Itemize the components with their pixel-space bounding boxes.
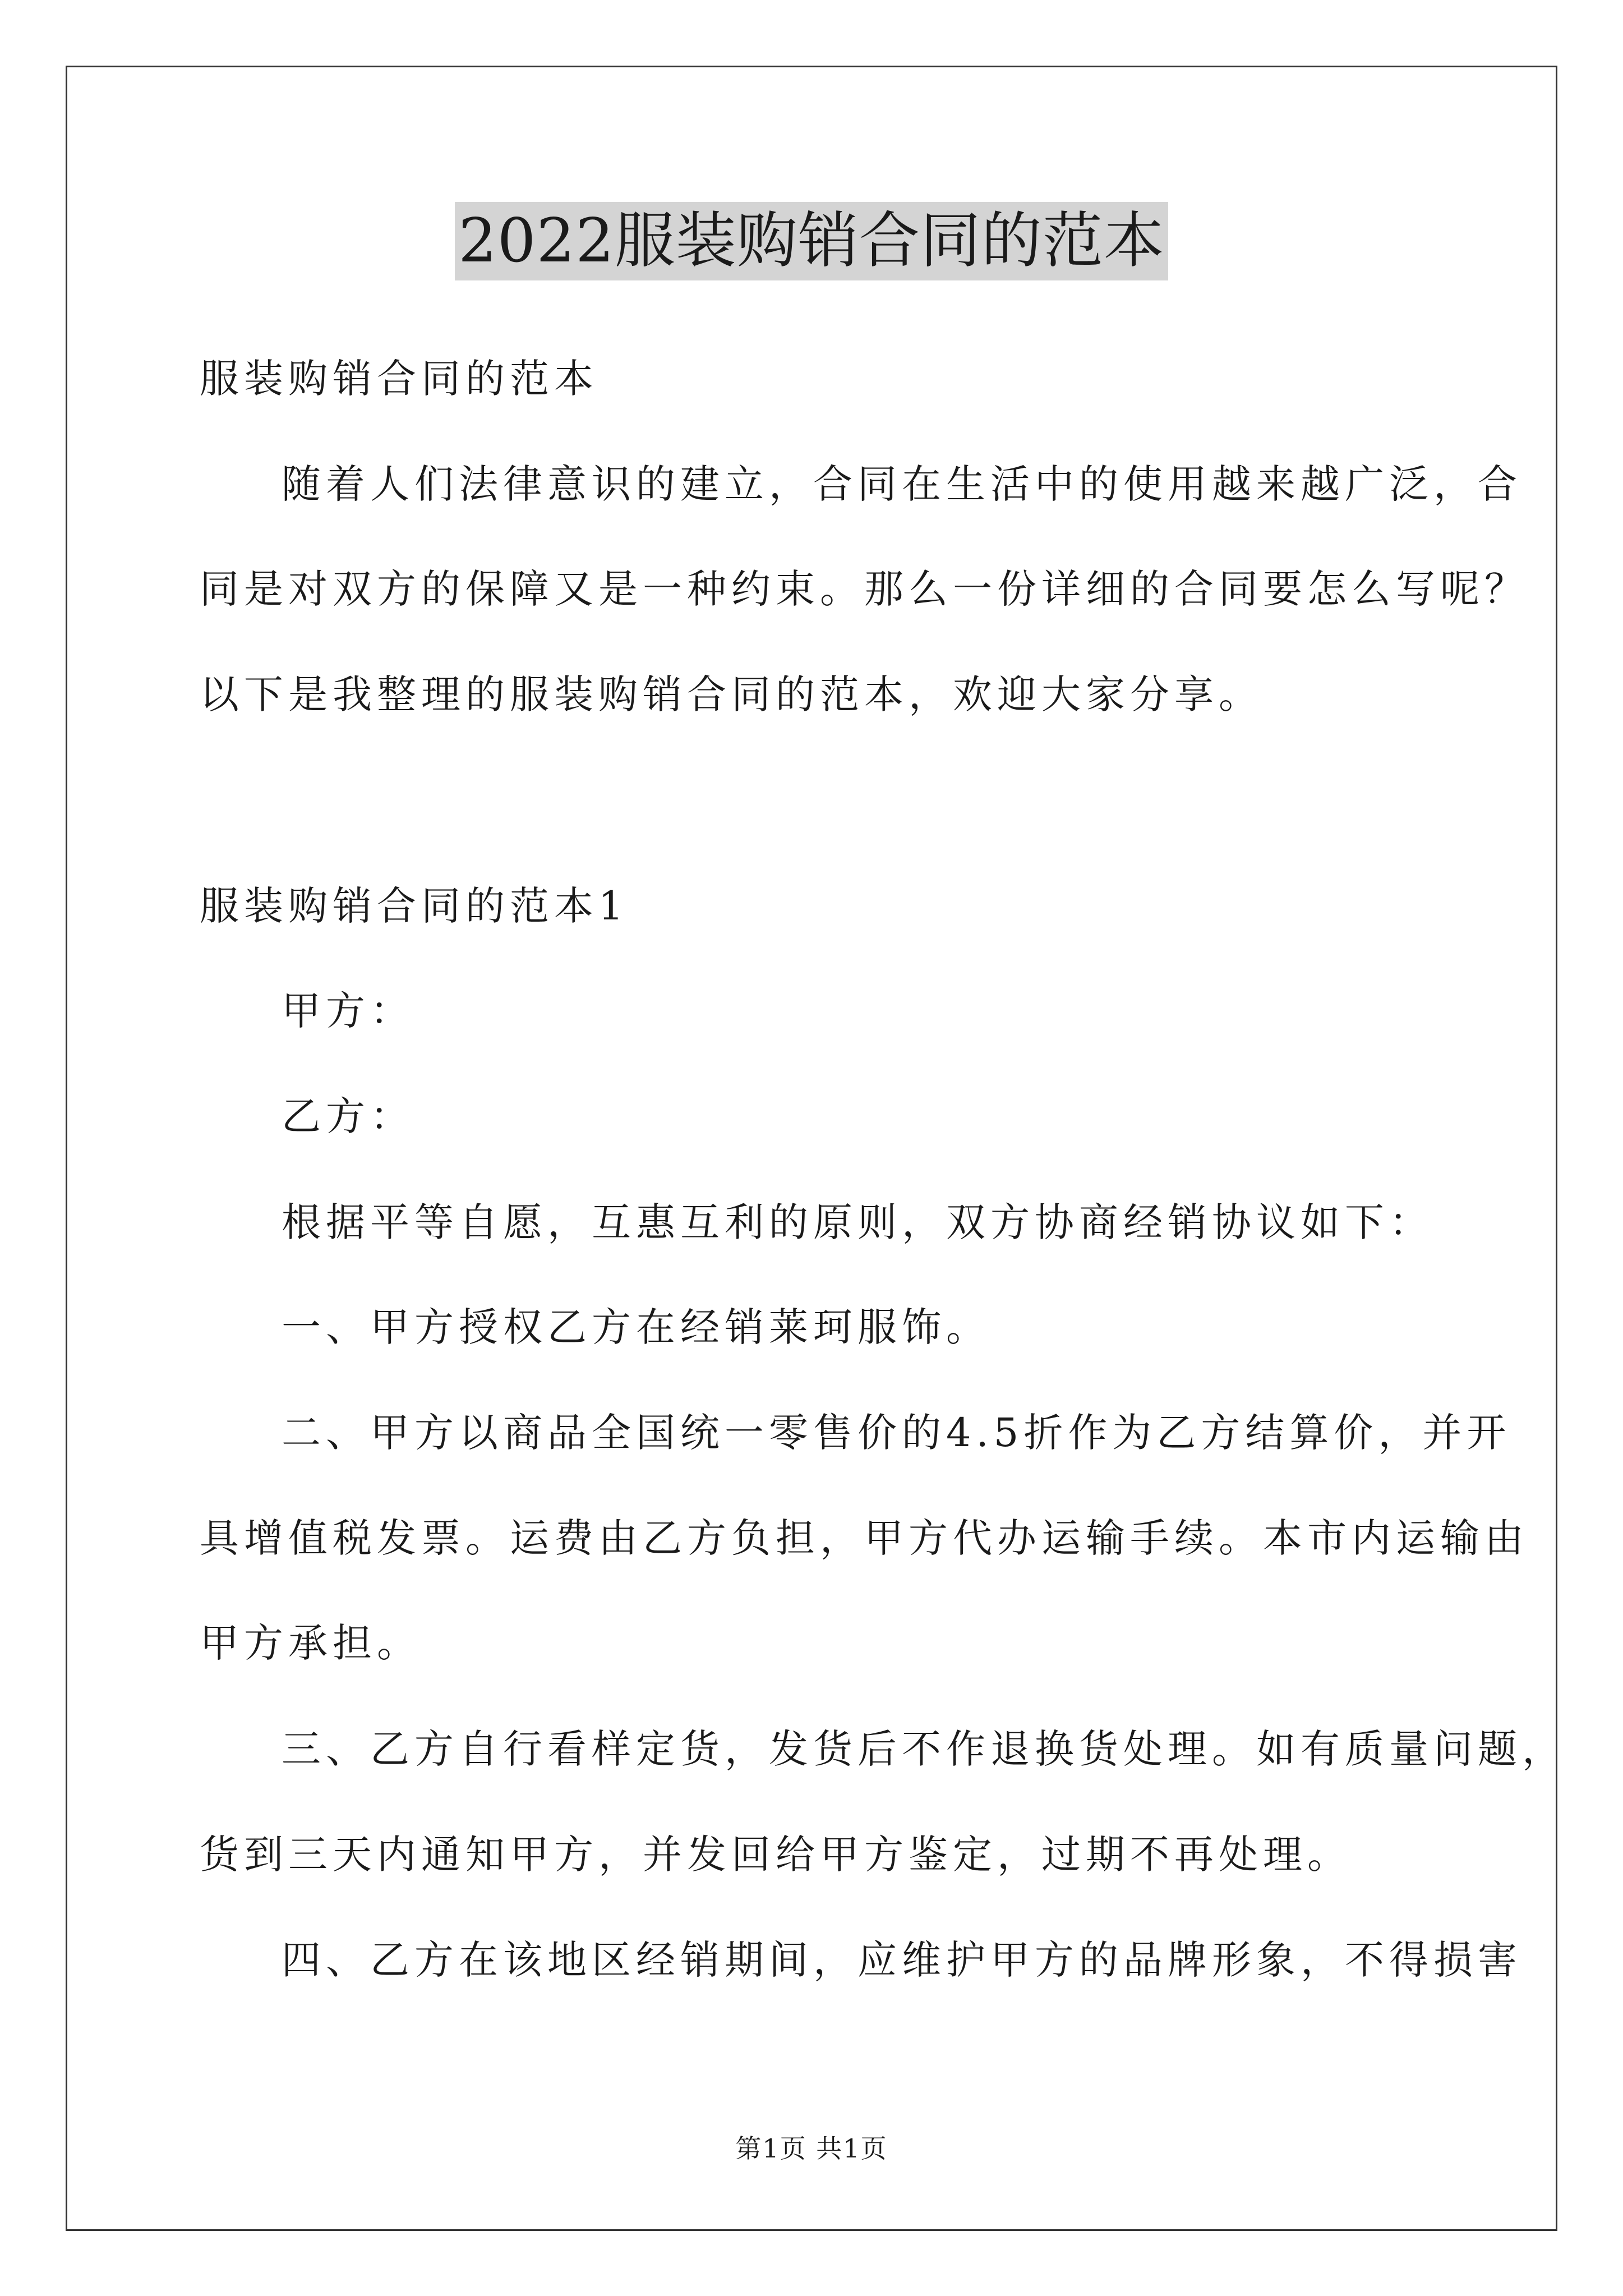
clause-3-line-1: 三、乙方自行看样定货，发货后不作退换货处理。如有质量问题， (282, 1726, 1566, 1772)
subtitle: 服装购销合同的范本 (200, 356, 598, 402)
document-title: 2022服装购销合同的范本 (455, 202, 1168, 280)
section-heading: 服装购销合同的范本1 (200, 883, 629, 929)
clause-2-line-2: 具增值税发票。运费由乙方负担，甲方代办运输手续。本市内运输由 (200, 1515, 1529, 1561)
page-footer: 第1页 共1页 (735, 2133, 888, 2164)
preamble: 根据平等自愿，互惠互利的原则，双方协商经销协议如下： (282, 1199, 1433, 1245)
party-a-label: 甲方： (282, 988, 414, 1034)
party-b-label: 乙方： (282, 1093, 414, 1139)
clause-1: 一、甲方授权乙方在经销莱珂服饰。 (282, 1304, 990, 1350)
clause-2-line-3: 甲方承担。 (200, 1620, 421, 1666)
intro-line-2: 同是对双方的保障又是一种约束。那么一份详细的合同要怎么写呢？ (200, 566, 1529, 612)
intro-line-1: 随着人们法律意识的建立，合同在生活中的使用越来越广泛，合 (282, 461, 1522, 507)
clause-4-line-1: 四、乙方在该地区经销期间，应维护甲方的品牌形象，不得损害 (282, 1937, 1522, 1983)
intro-line-3: 以下是我整理的服装购销合同的范本，欢迎大家分享。 (200, 671, 1263, 717)
clause-3-line-2: 货到三天内通知甲方，并发回给甲方鉴定，过期不再处理。 (200, 1832, 1352, 1878)
clause-2-line-1: 二、甲方以商品全国统一零售价的4.5折作为乙方结算价，并开 (282, 1410, 1511, 1456)
title-container (0, 202, 1623, 280)
